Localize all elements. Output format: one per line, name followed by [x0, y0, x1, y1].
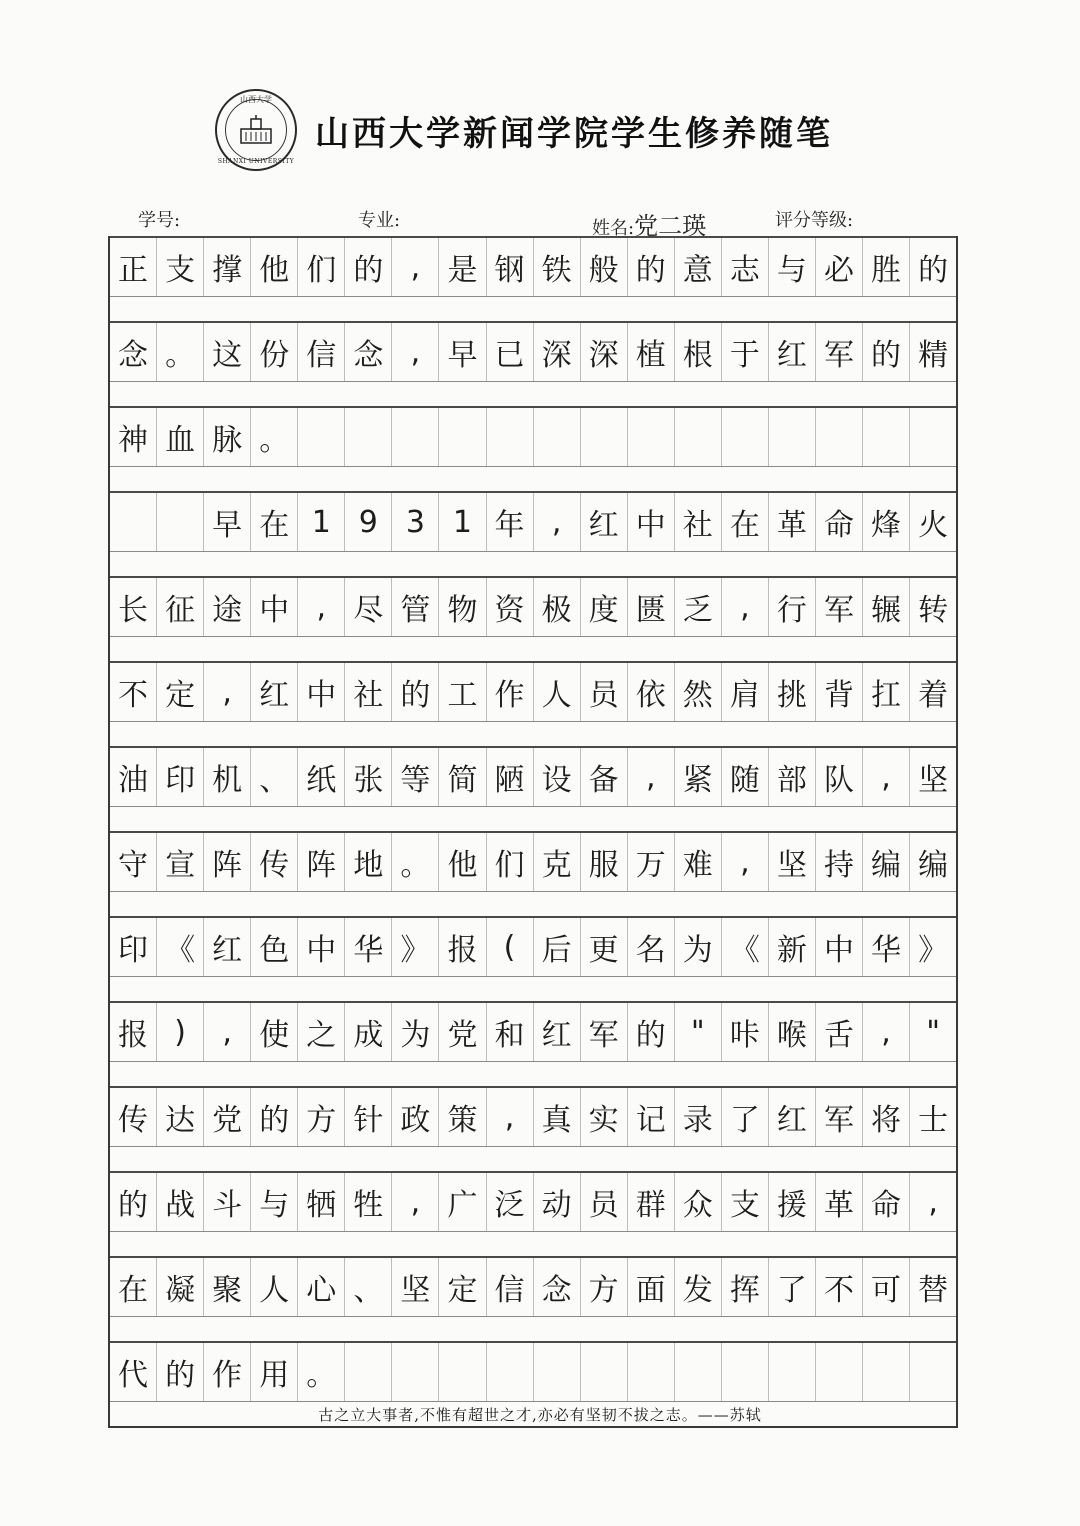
grid-cell: 他: [439, 833, 486, 891]
grid-row-gap: [110, 807, 956, 831]
grid-cell: 守: [110, 833, 157, 891]
grid-row: [110, 1256, 956, 1317]
grid-cell: 了: [769, 1258, 816, 1316]
grid-row: [110, 406, 956, 467]
grid-cell: 《: [157, 918, 204, 976]
grid-cell: 发: [675, 1258, 722, 1316]
grid-cell: 机: [204, 748, 251, 806]
grid-cell: [487, 408, 534, 466]
grid-cell: 。: [392, 833, 439, 891]
grid-cell: 深: [581, 323, 628, 381]
grid-cell: 为: [392, 1003, 439, 1061]
grid-cell: 众: [675, 1173, 722, 1231]
grid-cell: ": [926, 1014, 940, 1050]
grid-cell: [487, 1343, 534, 1401]
grid-row-gap: [110, 382, 956, 406]
grid-cell: 党: [439, 1003, 486, 1061]
grid-cell: 物: [439, 578, 486, 636]
grid-cell: 根: [675, 323, 722, 381]
grid-cell: [675, 1343, 722, 1401]
grid-cell: 群: [628, 1173, 675, 1231]
grid-cell: 军: [816, 1088, 863, 1146]
grid-cell: 与: [251, 1173, 298, 1231]
grid-cell: 针: [345, 1088, 392, 1146]
grid-cell: 、: [345, 1258, 392, 1316]
seal-top-text: 山西大学: [240, 95, 272, 104]
grid-cell: 的: [251, 1088, 298, 1146]
grid-cell: 9: [345, 493, 392, 551]
grid-cell: 中: [816, 918, 863, 976]
grid-cell: 动: [534, 1173, 581, 1231]
grid-cell: ": [675, 1003, 722, 1061]
grid-cell: 革: [816, 1173, 863, 1231]
grid-cell: 。: [298, 1343, 345, 1401]
grid-cell: 定: [439, 1258, 486, 1316]
grid-cell: 》: [918, 933, 949, 968]
grid-cell: 辗: [863, 578, 910, 636]
grid-cell: 红: [769, 323, 816, 381]
grid-row: [110, 916, 956, 977]
grid-cell: [392, 408, 439, 466]
grid-cell: 士: [918, 1103, 949, 1138]
grid-cell: 《: [722, 918, 769, 976]
grid-row: [110, 576, 956, 637]
grid-cell: 宣: [157, 833, 204, 891]
grid-cell: 管: [392, 578, 439, 636]
university-seal-icon: [215, 89, 297, 171]
grid-cell: ,: [487, 1088, 534, 1146]
grid-cell: 传: [251, 833, 298, 891]
grid-cell: [769, 408, 816, 466]
grid-cell: 》: [392, 918, 439, 976]
grid-cell: 色: [251, 918, 298, 976]
page-header: [215, 85, 833, 175]
student-info-row: [0, 198, 1080, 240]
grid-cell: 和: [487, 1003, 534, 1061]
grid-row-gap: [110, 467, 956, 491]
grid-cell: ,: [928, 1184, 938, 1220]
grid-cell: 。: [157, 323, 204, 381]
grid-cell: 编: [918, 848, 949, 883]
grid-cell: 简: [439, 748, 486, 806]
grid-cell: 难: [675, 833, 722, 891]
grid-cell: 油: [110, 748, 157, 806]
grid-row-gap: [110, 1232, 956, 1256]
grid-cell: ,: [628, 748, 675, 806]
grid-cell: 了: [722, 1088, 769, 1146]
grid-cell: 般: [581, 238, 628, 296]
grid-cell: 意: [675, 238, 722, 296]
grid-cell: 中: [628, 493, 675, 551]
grid-cell: 代: [110, 1343, 157, 1401]
grid-cell: 极: [534, 578, 581, 636]
grid-cell: 志: [722, 238, 769, 296]
grid-cell: 撑: [204, 238, 251, 296]
grid-cell: 方: [581, 1258, 628, 1316]
grid-cell: 的: [628, 1003, 675, 1061]
grid-row: [110, 746, 956, 807]
grid-cell: 备: [581, 748, 628, 806]
name-value: 党二瑛: [634, 212, 707, 240]
grid-cell: 烽: [863, 493, 910, 551]
grid-cell: 作: [487, 663, 534, 721]
grid-cell: 命: [816, 493, 863, 551]
grid-cell: 胜: [863, 238, 910, 296]
student-id-label: 学号:: [138, 210, 181, 231]
grid-cell: 扛: [863, 663, 910, 721]
grid-cell: 工: [439, 663, 486, 721]
grid-cell: 印: [110, 918, 157, 976]
grid-row: [110, 236, 956, 297]
grid-cell: 社: [675, 493, 722, 551]
grid-cell: 部: [769, 748, 816, 806]
grid-cell: 支: [722, 1173, 769, 1231]
grid-cell: 匮: [628, 578, 675, 636]
grid-cell: [110, 493, 157, 551]
grid-cell: 中: [298, 918, 345, 976]
grid-cell: 已: [487, 323, 534, 381]
grid-cell: 纸: [298, 748, 345, 806]
grid-cell: ,: [534, 493, 581, 551]
grid-cell: 铁: [534, 238, 581, 296]
grid-cell: ,: [863, 748, 910, 806]
grid-cell: [534, 408, 581, 466]
grid-cell: 火: [918, 508, 949, 543]
grid-cell: 真: [534, 1088, 581, 1146]
grid-cell: 信: [298, 323, 345, 381]
grid-cell: 牺: [298, 1173, 345, 1231]
grid-cell: 们: [298, 238, 345, 296]
grid-cell: 份: [251, 323, 298, 381]
building-icon: [239, 115, 273, 145]
grid-cell: 。: [251, 408, 298, 466]
grid-cell: [628, 1343, 675, 1401]
grid-cell: 员: [581, 1173, 628, 1231]
grid-cell: 转: [918, 593, 949, 628]
grid-cell: 紧: [675, 748, 722, 806]
grid-cell: 为: [675, 918, 722, 976]
grid-cell: 牲: [345, 1173, 392, 1231]
grid-cell: 记: [628, 1088, 675, 1146]
grid-cell: 度: [581, 578, 628, 636]
grid-cell: 之: [298, 1003, 345, 1061]
grid-cell: [769, 1343, 816, 1401]
grid-row-gap: [110, 297, 956, 321]
grid-cell: ,: [392, 1173, 439, 1231]
grid-cell: 名: [628, 918, 675, 976]
grid-cell: 依: [628, 663, 675, 721]
grid-row-gap: [110, 892, 956, 916]
grid-cell: 尽: [345, 578, 392, 636]
grid-cell: 命: [863, 1173, 910, 1231]
grid-cell: 政: [392, 1088, 439, 1146]
grid-cell: 在: [722, 493, 769, 551]
grade-label: 评分等级:: [775, 210, 854, 231]
grid-cell: 念: [345, 323, 392, 381]
grid-cell: 途: [204, 578, 251, 636]
footer-quote: 古之立大事者,不惟有超世之才,亦必有坚韧不拔之志。——苏轼: [318, 1406, 762, 1424]
grid-cell: 1: [439, 493, 486, 551]
grid-cell: 广: [439, 1173, 486, 1231]
grid-cell: 使: [251, 1003, 298, 1061]
grid-cell: [675, 408, 722, 466]
grid-row: [110, 1341, 956, 1402]
grid-row-gap: [110, 1147, 956, 1171]
grid-cell: 资: [487, 578, 534, 636]
grid-cell: 于: [722, 323, 769, 381]
grid-cell: 更: [581, 918, 628, 976]
grid-row-gap: [110, 977, 956, 1001]
grid-cell: 与: [769, 238, 816, 296]
grid-cell: 策: [439, 1088, 486, 1146]
grid-cell: 必: [816, 238, 863, 296]
grid-cell: [722, 408, 769, 466]
grid-cell: 华: [863, 918, 910, 976]
grid-cell: 持: [816, 833, 863, 891]
grid-cell: 万: [628, 833, 675, 891]
grid-cell: 队: [816, 748, 863, 806]
grid-cell: 是: [439, 238, 486, 296]
grid-cell: 乏: [675, 578, 722, 636]
name-label: 姓名:: [592, 218, 635, 239]
grid-cell: 不: [110, 663, 157, 721]
grid-cell: [439, 1343, 486, 1401]
grid-cell: 后: [534, 918, 581, 976]
grid-cell: 社: [345, 663, 392, 721]
grid-cell: 达: [157, 1088, 204, 1146]
grid-cell: ,: [722, 833, 769, 891]
grid-cell: 念: [110, 323, 157, 381]
grid-cell: [816, 1343, 863, 1401]
grid-cell: 、: [251, 748, 298, 806]
grid-cell: 方: [298, 1088, 345, 1146]
grid-cell: 挑: [769, 663, 816, 721]
grid-cell: 中: [298, 663, 345, 721]
grid-cell: 印: [157, 748, 204, 806]
grid-cell: [910, 1343, 956, 1401]
grid-cell: 红: [581, 493, 628, 551]
grid-cell: ,: [298, 578, 345, 636]
grid-cell: 钢: [487, 238, 534, 296]
grid-cell: 编: [863, 833, 910, 891]
grid-cell: 党: [204, 1088, 251, 1146]
grid-cell: 定: [157, 663, 204, 721]
grid-cell: 不: [816, 1258, 863, 1316]
grid-cell: [628, 408, 675, 466]
grid-row-gap: [110, 637, 956, 661]
grid-cell: 新: [769, 918, 816, 976]
grid-cell: 人: [534, 663, 581, 721]
grid-cell: [157, 493, 204, 551]
grid-cell: 华: [345, 918, 392, 976]
grid-cell: 斗: [204, 1173, 251, 1231]
grid-cell: 可: [863, 1258, 910, 1316]
grid-cell: [439, 408, 486, 466]
grid-cell: 在: [110, 1258, 157, 1316]
grid-cell: 支: [157, 238, 204, 296]
grid-cell: 革: [769, 493, 816, 551]
grid-cell: 军: [816, 323, 863, 381]
grid-cell: 等: [392, 748, 439, 806]
grid-cell: 血: [157, 408, 204, 466]
grid-cell: [581, 408, 628, 466]
grid-cell: 喉: [769, 1003, 816, 1061]
grid-cell: 这: [204, 323, 251, 381]
grid-cell: 的: [157, 1343, 204, 1401]
grid-cell: 陋: [487, 748, 534, 806]
grid-cell: ,: [392, 238, 439, 296]
major-label: 专业:: [358, 210, 401, 231]
grid-row: [110, 831, 956, 892]
grid-cell: 的: [918, 253, 949, 288]
grid-cell: 地: [345, 833, 392, 891]
grid-cell: 阵: [298, 833, 345, 891]
grid-row: [110, 491, 956, 552]
grid-cell: 他: [251, 238, 298, 296]
grid-cell: [910, 408, 956, 466]
grid-cell: 红: [769, 1088, 816, 1146]
grid-cell: 泛: [487, 1173, 534, 1231]
grid-row: [110, 661, 956, 722]
grid-cell: 红: [251, 663, 298, 721]
page-title: 山西大学新闻学院学生修养随笔: [315, 113, 833, 154]
grid-cell: 报: [439, 918, 486, 976]
grid-cell: 植: [628, 323, 675, 381]
grid-cell: [298, 408, 345, 466]
grid-cell: 录: [675, 1088, 722, 1146]
grid-cell: ,: [204, 1003, 251, 1061]
grid-cell: 精: [918, 338, 949, 373]
grid-cell: [534, 1343, 581, 1401]
grid-cell: 的: [392, 663, 439, 721]
grid-cell: 设: [534, 748, 581, 806]
grid-cell: 的: [110, 1173, 157, 1231]
seal-building-emblem: [225, 99, 287, 161]
grid-cell: 念: [534, 1258, 581, 1316]
grid-cell: 们: [487, 833, 534, 891]
grid-row-gap: [110, 722, 956, 746]
grid-cell: 1: [298, 493, 345, 551]
grid-row: [110, 321, 956, 382]
grid-cell: 作: [204, 1343, 251, 1401]
grid-cell: 神: [110, 408, 157, 466]
grid-cell: 随: [722, 748, 769, 806]
writing-grid: [108, 236, 958, 1428]
grid-cell: 战: [157, 1173, 204, 1231]
grid-bottom-border: [110, 1426, 956, 1428]
grid-cell: 着: [918, 678, 949, 713]
grid-cell: ,: [204, 663, 251, 721]
grid-cell: 背: [816, 663, 863, 721]
grid-cell: 人: [251, 1258, 298, 1316]
grid-cell: 征: [157, 578, 204, 636]
grid-cell: 舌: [816, 1003, 863, 1061]
grid-cell: 早: [204, 493, 251, 551]
grid-cell: 阵: [204, 833, 251, 891]
grid-cell: [392, 1343, 439, 1401]
grid-row-gap: [110, 1062, 956, 1086]
grid-cell: 的: [863, 323, 910, 381]
grid-cell: ,: [722, 578, 769, 636]
grid-cell: 实: [581, 1088, 628, 1146]
grid-cell: 援: [769, 1173, 816, 1231]
grid-cell: 红: [534, 1003, 581, 1061]
grid-row: [110, 1086, 956, 1147]
grid-cell: 报: [110, 1003, 157, 1061]
grid-cell: 行: [769, 578, 816, 636]
grid-cell: 用: [251, 1343, 298, 1401]
grid-cell: 脉: [204, 408, 251, 466]
grid-cell: [816, 408, 863, 466]
grid-cell: 3: [392, 493, 439, 551]
grid-cell: 然: [675, 663, 722, 721]
grid-cell: 挥: [722, 1258, 769, 1316]
grid-cell: 成: [345, 1003, 392, 1061]
grid-cell: ,: [392, 323, 439, 381]
grid-cell: 员: [581, 663, 628, 721]
grid-cell: [863, 408, 910, 466]
grid-cell: 正: [110, 238, 157, 296]
grid-cell: 红: [204, 918, 251, 976]
grid-row-gap: [110, 1317, 956, 1341]
grid-cell: [863, 1343, 910, 1401]
grid-cell: 年: [487, 493, 534, 551]
grid-cell: 军: [816, 578, 863, 636]
grid-row: [110, 1001, 956, 1062]
grid-cell: 凝: [157, 1258, 204, 1316]
grid-cell: 的: [345, 238, 392, 296]
grid-cell: 肩: [722, 663, 769, 721]
grid-cell: 的: [628, 238, 675, 296]
grid-cell: 克: [534, 833, 581, 891]
grid-cell: [345, 1343, 392, 1401]
grid-cell: [345, 408, 392, 466]
grid-cell: 张: [345, 748, 392, 806]
grid-cell: 服: [581, 833, 628, 891]
grid-cell: 替: [918, 1273, 949, 1308]
grid-cell: 传: [110, 1088, 157, 1146]
grid-cell: 军: [581, 1003, 628, 1061]
grid-cell: 信: [487, 1258, 534, 1316]
grid-cell: [581, 1343, 628, 1401]
grid-row-gap: [110, 552, 956, 576]
grid-cell: ,: [863, 1003, 910, 1061]
seal-bottom-text: SHANXI UNIVERSITY: [217, 158, 295, 165]
grid-cell: 深: [534, 323, 581, 381]
grid-cell: 坚: [392, 1258, 439, 1316]
grid-cell: 早: [439, 323, 486, 381]
grid-cell: 在: [251, 493, 298, 551]
grid-cell: (: [487, 918, 534, 976]
grid-cell: 将: [863, 1088, 910, 1146]
grid-cell: [722, 1343, 769, 1401]
grid-cell: 心: [298, 1258, 345, 1316]
grid-cell: 坚: [769, 833, 816, 891]
grid-cell: 咔: [722, 1003, 769, 1061]
grid-cell: 坚: [918, 763, 949, 798]
grid-cell: 面: [628, 1258, 675, 1316]
grid-cell: 聚: [204, 1258, 251, 1316]
grid-cell: ): [157, 1003, 204, 1061]
grid-row: [110, 1171, 956, 1232]
grid-cell: 中: [251, 578, 298, 636]
grid-cell: 长: [110, 578, 157, 636]
